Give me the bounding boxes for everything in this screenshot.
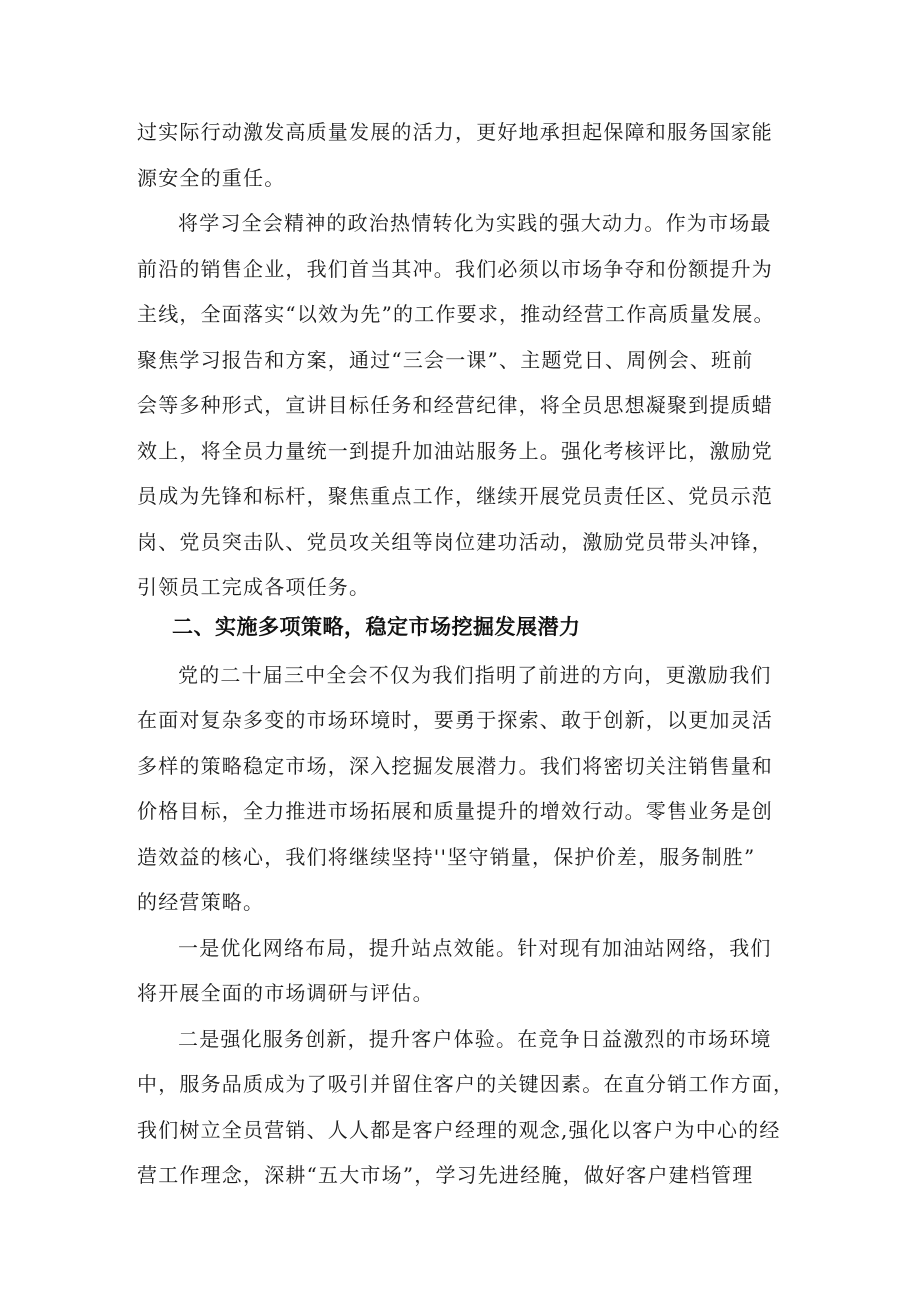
section-heading: 二、实施多项策略，稳定市场挖掘发展潜力	[172, 615, 581, 639]
paragraph-line: 主线，全面落实“以效为先”的工作要求，推动经营工作高质量发展。	[137, 302, 775, 326]
paragraph-line: 营工作理念，深耕“五大市场”，学习先进经腌，做好客户建档管理	[137, 1163, 754, 1187]
paragraph-line: 多样的策略稳定市场，深入挖掘发展潜力。我们将密切关注销售量和	[137, 754, 773, 778]
paragraph-line: 过实际行动激发高质量发展的活力，更好地承担起保障和服务国家能	[137, 120, 773, 144]
paragraph-line: 一是优化网络布局，提升站点效能。针对现有加油站网络，我们	[178, 936, 772, 960]
paragraph-line: 党的二十届三中全会不仅为我们指明了前进的方向，更激励我们	[178, 663, 772, 687]
paragraph-line: 引领员工完成各项任务。	[137, 575, 371, 599]
paragraph-line: 源安全的重任。	[137, 166, 286, 190]
paragraph-line: 聚焦学习报告和方案，通过“三会一课”、主题党日、周例会、班前	[137, 348, 754, 372]
paragraph-line: 岗、党员突击队、党员攻关组等岗位建功活动，激励党员带头冲锋，	[137, 530, 773, 554]
paragraph-line: 我们树立全员营销、人人都是客户经理的观念,强化以客户为中心的经	[137, 1118, 781, 1142]
paragraph-line: 的经营策略。	[137, 890, 265, 914]
paragraph-line: 中，服务品质成为了吸引并留住客户的关键因素。在直分销工作方面，	[137, 1072, 795, 1096]
paragraph-line: 前沿的销售企业，我们首当其冲。我们必须以市场争夺和份额提升为	[137, 257, 773, 281]
paragraph-line: 价格目标，全力推进市场拓展和质量提升的增效行动。零售业务是创	[137, 799, 773, 823]
paragraph-line: 将学习全会精神的政治热情转化为实践的强大动力。作为市场最	[178, 211, 772, 235]
paragraph-line: 造效益的核心，我们将继续坚持''坚守销量，保护价差，服务制胜”	[137, 845, 756, 869]
paragraph-line: 员成为先锋和标杆，聚焦重点工作，继续开展党员责任区、党员示范	[137, 484, 773, 508]
paragraph-line: 效上，将全员力量统一到提升加油站服务上。强化考核评比，激励党	[137, 439, 773, 463]
paragraph-line: 将开展全面的市场调研与评估。	[137, 981, 434, 1005]
paragraph-line: 会等多种形式，宣讲目标任务和经营纪律，将全员思想凝聚到提质蜡	[137, 393, 773, 417]
paragraph-line: 二是强化服务创新，提升客户体验。在竞争日益激烈的市场环境	[178, 1027, 772, 1051]
paragraph-line: 在面对复杂多变的市场环境时，要勇于探索、敢于创新，以更加灵活	[137, 708, 773, 732]
